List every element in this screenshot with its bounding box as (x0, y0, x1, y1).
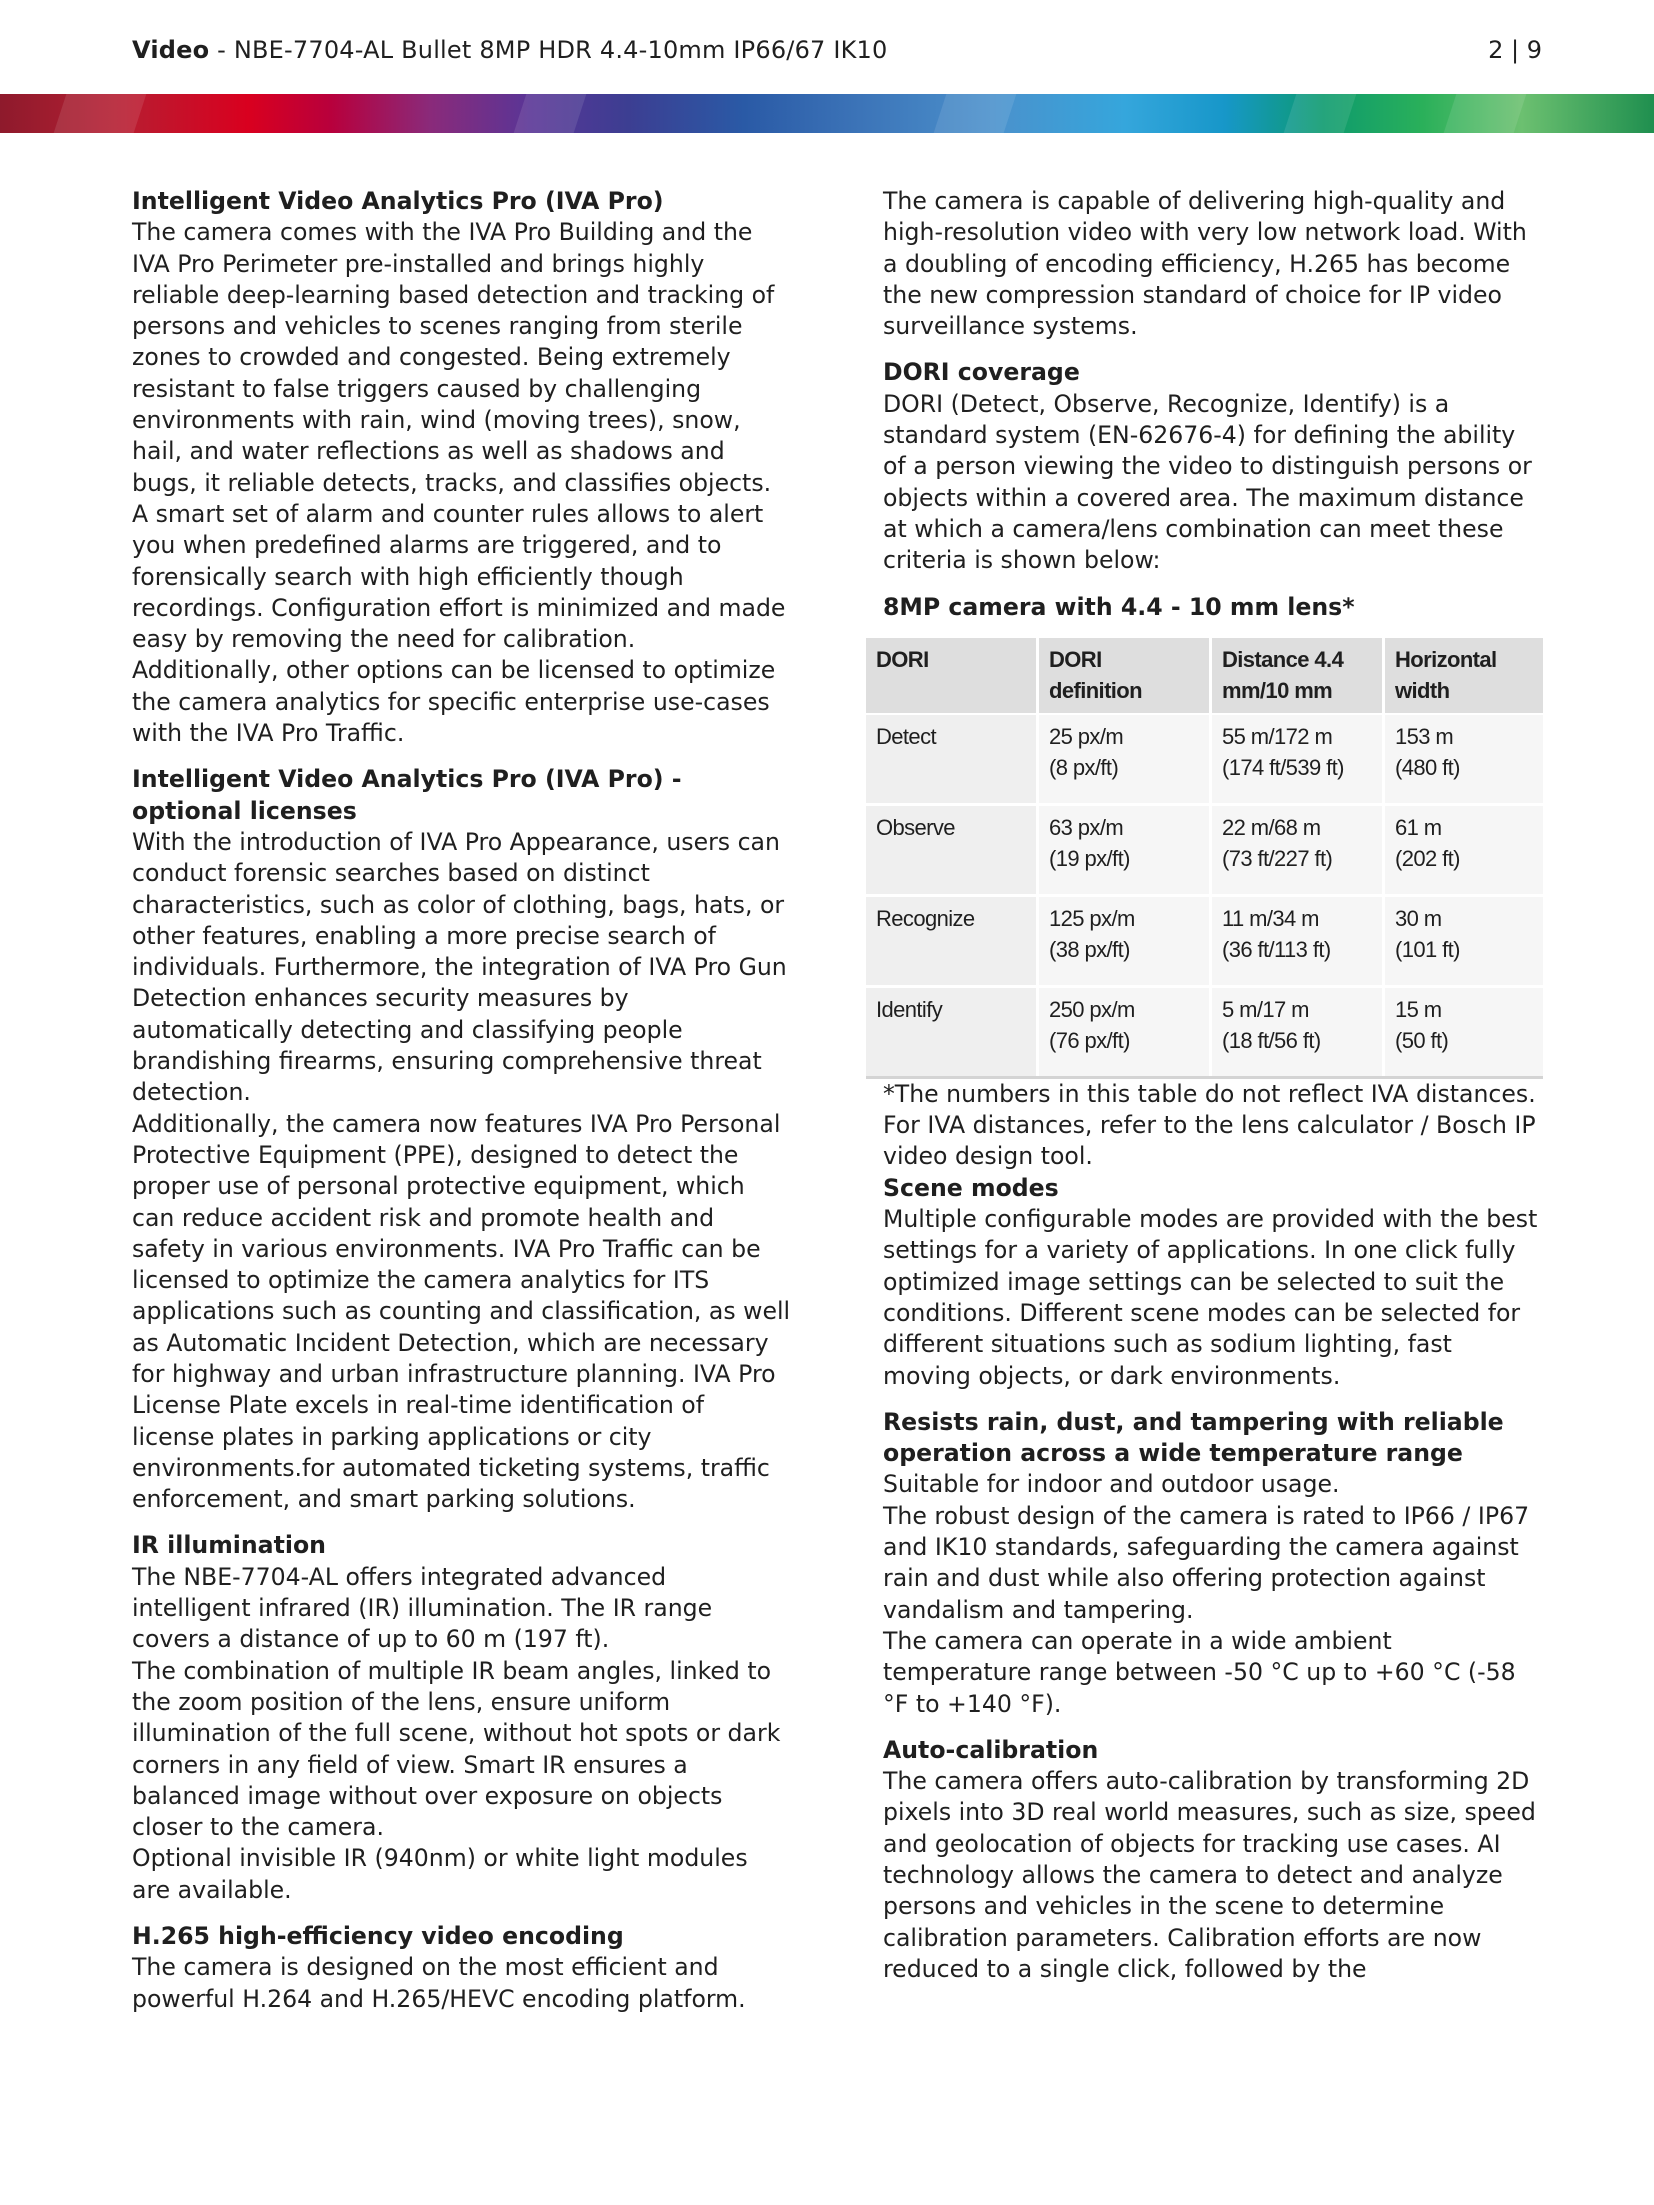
paragraph: The combination of multiple IR beam angles, linked to the zoom position of the lens, ensure uniform illumination of the full scene, without hot spots or dark corners in any field of view. Smart IR ensures a balanced image without over exposure on objects closer to the camera. (132, 1656, 781, 1842)
cell-horizontal-width: 30 m (101 ft) (1384, 895, 1544, 986)
table-wrapper (866, 638, 1654, 1079)
left-column (132, 186, 792, 2030)
brand-color-band (0, 94, 1654, 133)
section-dori-table (876, 592, 1543, 1173)
cell-distance: 5 m/17 m (18 ft/56 ft) (1211, 986, 1384, 1077)
section-title: H.265 high-efficiency video encoding (132, 1922, 624, 1951)
section-dori (883, 357, 1543, 576)
paragraph: The camera is designed on the most efficient and powerful H.264 and H.265/HEVC encoding platform. (132, 1953, 746, 2013)
cell-dori: Observe (866, 804, 1038, 895)
page-header (132, 36, 1542, 72)
section-title: DORI coverage (883, 358, 1080, 387)
cell-dori-definition: 250 px/m (76 px/ft) (1038, 986, 1211, 1077)
section-h265-continued (883, 186, 1543, 342)
cell-distance: 11 m/34 m (36 ft/113 ft) (1211, 895, 1384, 986)
paragraph: Additionally, the camera now features IVA Pro Personal Protective Equipment (PPE), designed to detect the proper use of personal protective equipment, which can reduce accident risk and promote health and safety in various environments. IVA Pro Traffic can be licensed to optimize the camera analytics for ITS applications such as counting and classification, as well as Automatic Incident Detection, which are necessary for highway and urban infrastructure planning. IVA Pro License Plate excels in real-time identification of license plates in parking applications or city environments.for automated ticketing systems, traffic enforcement, and smart parking solutions. (132, 1109, 791, 1514)
header-distance: Distance 4.4 mm/10 mm (1211, 638, 1384, 714)
table-row (866, 895, 1543, 986)
section-iva-pro-optional (132, 764, 792, 1515)
cell-horizontal-width: 61 m (202 ft) (1384, 804, 1544, 895)
cell-dori-definition: 63 px/m (19 px/ft) (1038, 804, 1211, 895)
section-auto-calibration (883, 1735, 1543, 1985)
section-scene-modes (883, 1173, 1543, 1392)
cell-horizontal-width: 153 m (480 ft) (1384, 714, 1544, 805)
document-title (132, 36, 888, 64)
section-h265 (132, 1921, 792, 2015)
table-header-row (866, 638, 1543, 714)
cell-dori-definition: 25 px/m (8 px/ft) (1038, 714, 1211, 805)
section-title: Resists rain, dust, and tampering with reliable operation across a wide temperature range (883, 1407, 1504, 1468)
paragraph: The NBE-7704-AL offers integrated advanced intelligent infrared (IR) illumination. The IR range covers a distance of up to 60 m (197 ft). (132, 1562, 713, 1654)
section-title: IR illumination (132, 1531, 326, 1560)
section-title: Intelligent Video Analytics Pro (IVA Pro) (132, 187, 664, 215)
cell-dori-definition: 125 px/m (38 px/ft) (1038, 895, 1211, 986)
paragraph: Additionally, other options can be licensed to optimize the camera analytics for specific enterprise use-cases with the IVA Pro Traffic. (132, 656, 776, 748)
table-row (866, 986, 1543, 1077)
document-title-category: Video (132, 36, 210, 64)
right-column (876, 186, 1543, 2000)
cell-horizontal-width: 15 m (50 ft) (1384, 986, 1544, 1077)
table-title: 8MP camera with 4.4 - 10 mm lens* (883, 592, 1355, 621)
section-iva-pro (132, 186, 792, 749)
document-title-product: - NBE-7704-AL Bullet 8MP HDR 4.4-10mm IP66/67 IK10 (209, 36, 888, 64)
cell-dori: Detect (866, 714, 1038, 805)
table-row (866, 714, 1543, 805)
paragraph: Optional invisible IR (940nm) or white light modules are available. (132, 1844, 748, 1904)
cell-distance: 22 m/68 m (73 ft/227 ft) (1211, 804, 1384, 895)
paragraph: The camera comes with the IVA Pro Building and the IVA Pro Perimeter pre-installed and brings highly reliable deep-learning based detection and tracking of persons and vehicles to scenes ranging from sterile zones to crowded and congested. Being extremely resistant to false triggers caused by challenging environments with rain, wind (moving trees), snow, hail, and water reflections as well as shadows and bugs, it reliable detects, tracks, and classifies objects. A smart set of alarm and counter rules allows to alert you when predefined alarms are triggered, and to forensically search with high efficiently though recordings. Configuration effort is minimized and made easy by removing the need for calibration. (132, 218, 786, 654)
paragraph: Multiple configurable modes are provided with the best settings for a variety of applications. In one click fully optimized image settings can be selected to suit the conditions. Different scene modes can be selected for different situations such as sodium lighting, fast moving objects, or dark environments. (883, 1205, 1538, 1390)
dori-table (866, 638, 1543, 1079)
table-row (866, 804, 1543, 895)
header-horizontal-width: Horizontal width (1384, 638, 1544, 714)
section-resists-rain (883, 1407, 1543, 1720)
paragraph: Suitable for indoor and outdoor usage. (883, 1470, 1340, 1499)
cell-dori: Recognize (866, 895, 1038, 986)
page-number: 2 | 9 (1488, 36, 1542, 64)
header-dori-definition: DORI definition (1038, 638, 1211, 714)
paragraph: The robust design of the camera is rated to IP66 / IP67 and IK10 standards, safeguarding the camera against rain and dust while also offering protection against vandalism and tampering. (883, 1501, 1530, 1624)
section-title: Intelligent Video Analytics Pro (IVA Pro) - optional licenses (132, 765, 682, 825)
paragraph: With the introduction of IVA Pro Appearance, users can conduct forensic searches based on distinct characteristics, such as color of clothing, bags, hats, or other features, enabling a more precise search of individuals. Furthermore, the integration of IVA Pro Gun Detection enhances security measures by automatically detecting and classifying people brandishing firearms, ensuring comprehensive threat detection. (132, 827, 787, 1107)
table-footnote: *The numbers in this table do not reflect IVA distances. For IVA distances, refer to the lens calculator / Bosch IP video design tool. (883, 1079, 1536, 1171)
cell-distance: 55 m/172 m (174 ft/539 ft) (1211, 714, 1384, 805)
header-dori: DORI (866, 638, 1038, 714)
paragraph: The camera offers auto-calibration by transforming 2D pixels into 3D real world measures, such as size, speed and geolocation of objects for tracking use cases. AI technology allows the camera to detect and analyze persons and vehicles in the scene to determine calibration parameters. Calibration efforts are now reduced to a single click, followed by the (883, 1767, 1536, 1983)
paragraph: The camera is capable of delivering high-quality and high-resolution video with very low network load. With a doubling of encoding efficiency, H.265 has become the new compression standard of choice for IP video surveillance systems. (883, 187, 1527, 341)
section-title: Scene modes (883, 1173, 1059, 1202)
section-ir-illumination (132, 1530, 792, 1906)
paragraph: The camera can operate in a wide ambient temperature range between -50 °C up to +60 °C (-58 °F to +140 °F). (883, 1626, 1516, 1718)
section-title: Auto-calibration (883, 1735, 1099, 1764)
cell-dori: Identify (866, 986, 1038, 1077)
paragraph: DORI (Detect, Observe, Recognize, Identify) is a standard system (EN-62676-4) for defining the ability of a person viewing the video to distinguish persons or objects within a covered area. The maximum distance at which a camera/lens combination can meet these criteria is shown below: (883, 389, 1532, 575)
